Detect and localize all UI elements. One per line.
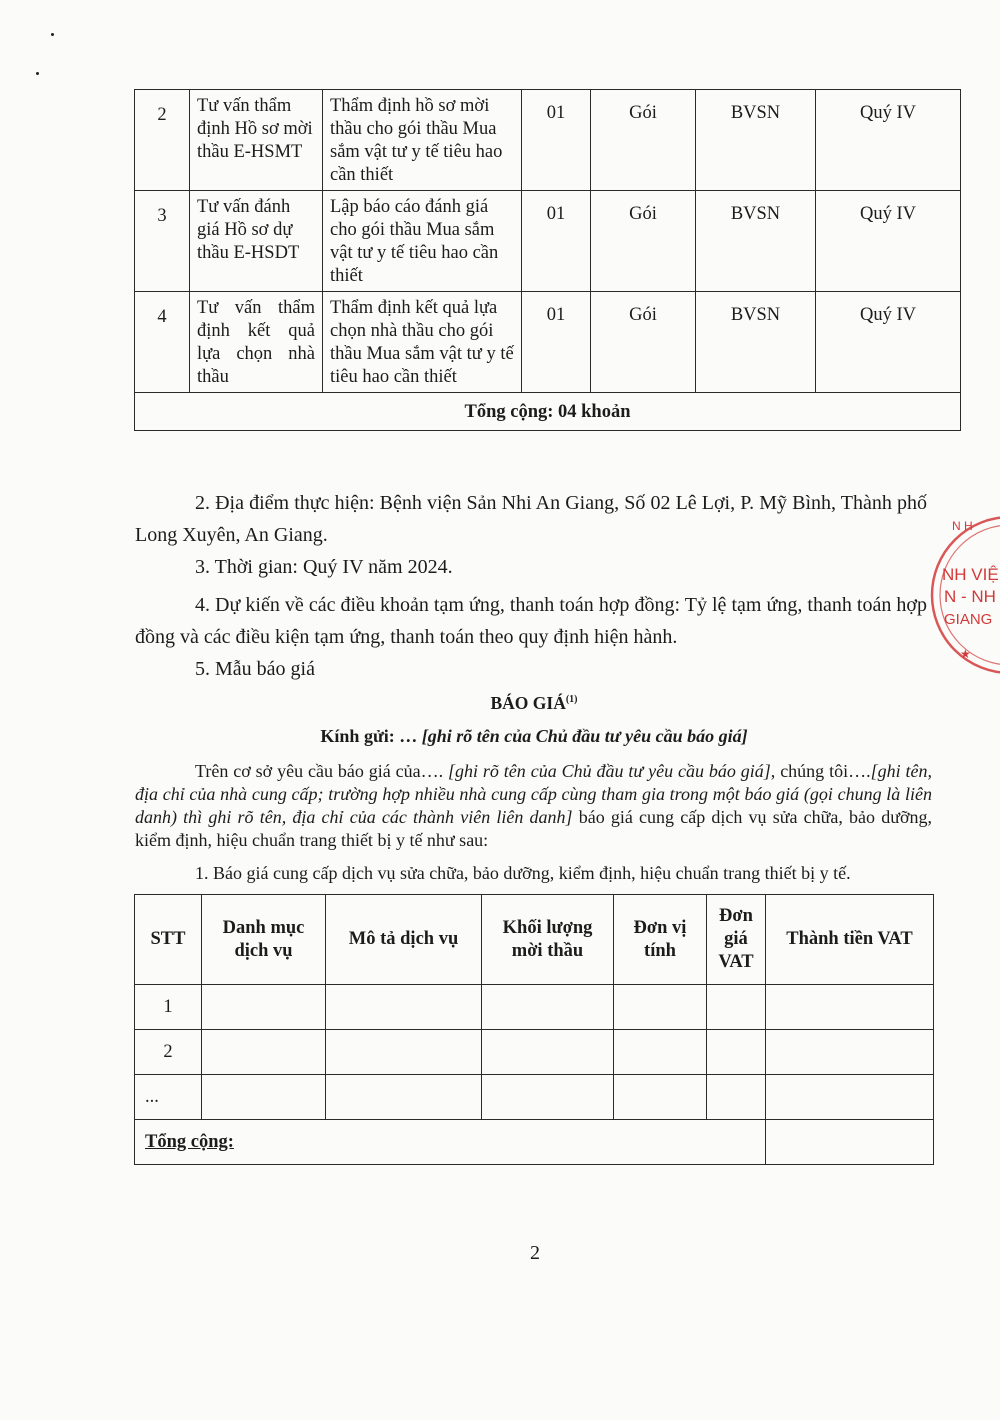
col-header-quantity: Khối lượng mời thầu bbox=[482, 895, 614, 985]
seal-text: N H bbox=[952, 519, 973, 533]
intro-text: báo giá cung cấp dịch vụ sửa chữa, bảo dưỡng, kiểm định, hiệu chuẩn trang thiết bị y tế như sau: bbox=[135, 807, 932, 850]
intro-note: [ghi tên, địa chỉ của nhà cung cấp; trường hợp nhiều nhà cung cấp cùng tham gia trong một báo giá (gọi chung là liên danh) thì ghi rõ tên, địa chỉ của các thành viên liên danh] bbox=[135, 761, 932, 827]
row-number: 2 bbox=[135, 90, 190, 191]
quote-total-value bbox=[766, 1120, 934, 1165]
quote-form-heading: 5. Mẫu báo giá bbox=[195, 658, 315, 680]
quote-item-1: 1. Báo giá cung cấp dịch vụ sửa chữa, bảo dưỡng, kiểm định, hiệu chuẩn trang thiết bị y tế. bbox=[195, 863, 851, 883]
service-name: Tư vấn thẩm định Hồ sơ mời thầu E-HSMT bbox=[190, 90, 323, 191]
service-time: Quý IV bbox=[816, 191, 961, 292]
table-header-row bbox=[135, 895, 934, 985]
time-paragraph: 3. Thời gian: Quý IV năm 2024. bbox=[195, 556, 453, 578]
quote-title bbox=[134, 693, 934, 714]
quote-title-text: BÁO GIÁ bbox=[490, 693, 566, 713]
service-source: BVSN bbox=[696, 90, 816, 191]
col-header-amount: Thành tiền VAT bbox=[766, 895, 934, 985]
quote-recipient bbox=[134, 726, 934, 747]
quote-intro bbox=[135, 760, 932, 852]
table-row bbox=[135, 292, 961, 393]
scan-speck bbox=[51, 33, 54, 36]
service-time: Quý IV bbox=[816, 90, 961, 191]
cell bbox=[202, 1030, 326, 1075]
table-row bbox=[135, 1030, 934, 1075]
cell bbox=[766, 985, 934, 1030]
intro-note: [ghi rõ tên của Chủ đầu tư yêu cầu báo giá] bbox=[448, 761, 771, 781]
service-name: Tư vấn đánh giá Hồ sơ dự thầu E-HSDT bbox=[190, 191, 323, 292]
service-unit: Gói bbox=[591, 292, 696, 393]
cell bbox=[326, 985, 482, 1030]
service-time: Quý IV bbox=[816, 292, 961, 393]
recipient-note: [ghi rõ tên của Chủ đầu tư yêu cầu báo giá] bbox=[421, 726, 748, 746]
intro-text: , chúng tôi…. bbox=[770, 761, 871, 781]
table-total-row bbox=[135, 393, 961, 431]
seal-text: N - NH bbox=[944, 587, 996, 606]
col-header-service: Danh mục dịch vụ bbox=[202, 895, 326, 985]
service-description: Thẩm định hồ sơ mời thầu cho gói thầu Mua sắm vật tư y tế tiêu hao cần thiết bbox=[323, 90, 522, 191]
payment-paragraph: 4. Dự kiến về các điều khoản tạm ứng, thanh toán hợp đồng: Tỷ lệ tạm ứng, thanh toán hợp đồng và các điều kiện tạm ứng, thanh toán theo quy định hiện hành. bbox=[135, 594, 927, 648]
cell bbox=[766, 1030, 934, 1075]
quote-table bbox=[134, 894, 934, 1165]
cell bbox=[326, 1075, 482, 1120]
page-number: 2 bbox=[530, 1242, 540, 1264]
cell bbox=[766, 1075, 934, 1120]
scan-speck bbox=[36, 72, 39, 75]
quote-total-label: Tổng cộng: bbox=[135, 1120, 766, 1165]
row-number: 1 bbox=[135, 985, 202, 1030]
table-row bbox=[135, 985, 934, 1030]
cell bbox=[202, 985, 326, 1030]
table-row bbox=[135, 90, 961, 191]
service-name: Tư vấn thẩm định kết quả lựa chọn nhà thầu bbox=[190, 292, 323, 393]
location-paragraph: 2. Địa điểm thực hiện: Bệnh viện Sản Nhi An Giang, Số 02 Lê Lợi, P. Mỹ Bình, Thành phố Long Xuyên, An Giang. bbox=[135, 492, 927, 546]
cell bbox=[482, 985, 614, 1030]
row-number: 4 bbox=[135, 292, 190, 393]
col-header-unit: Đơn vị tính bbox=[614, 895, 707, 985]
service-description: Thẩm định kết quả lựa chọn nhà thầu cho gói thầu Mua sắm vật tư y tế tiêu hao cần thiết bbox=[323, 292, 522, 393]
red-seal-stamp bbox=[930, 510, 1000, 680]
intro-text: Trên cơ sở yêu cầu báo giá của…. bbox=[195, 761, 448, 781]
services-total: Tổng cộng: 04 khoản bbox=[135, 393, 961, 431]
service-unit: Gói bbox=[591, 191, 696, 292]
quote-title-footnote: (1) bbox=[565, 694, 578, 706]
service-quantity: 01 bbox=[522, 292, 591, 393]
svg-text:★: ★ bbox=[960, 647, 971, 661]
cell bbox=[707, 1030, 766, 1075]
service-quantity: 01 bbox=[522, 90, 591, 191]
service-quantity: 01 bbox=[522, 191, 591, 292]
recipient-label: Kính gửi: … bbox=[320, 726, 422, 746]
cell bbox=[614, 1030, 707, 1075]
cell bbox=[482, 1030, 614, 1075]
services-table bbox=[134, 89, 961, 431]
cell bbox=[482, 1075, 614, 1120]
col-header-stt: STT bbox=[135, 895, 202, 985]
row-number: 2 bbox=[135, 1030, 202, 1075]
service-unit: Gói bbox=[591, 90, 696, 191]
seal-text: NH VIỆ bbox=[942, 565, 999, 584]
service-source: BVSN bbox=[696, 292, 816, 393]
cell bbox=[202, 1075, 326, 1120]
service-description: Lập báo cáo đánh giá cho gói thầu Mua sắm vật tư y tế tiêu hao cần thiết bbox=[323, 191, 522, 292]
row-number: ... bbox=[135, 1075, 202, 1120]
cell bbox=[614, 985, 707, 1030]
cell bbox=[707, 1075, 766, 1120]
table-total-row bbox=[135, 1120, 934, 1165]
col-header-description: Mô tả dịch vụ bbox=[326, 895, 482, 985]
col-header-unit-price: Đơn giá VAT bbox=[707, 895, 766, 985]
cell bbox=[326, 1030, 482, 1075]
cell bbox=[707, 985, 766, 1030]
cell bbox=[614, 1075, 707, 1120]
table-row bbox=[135, 191, 961, 292]
row-number: 3 bbox=[135, 191, 190, 292]
table-row bbox=[135, 1075, 934, 1120]
seal-text: GIANG bbox=[944, 611, 993, 628]
service-source: BVSN bbox=[696, 191, 816, 292]
